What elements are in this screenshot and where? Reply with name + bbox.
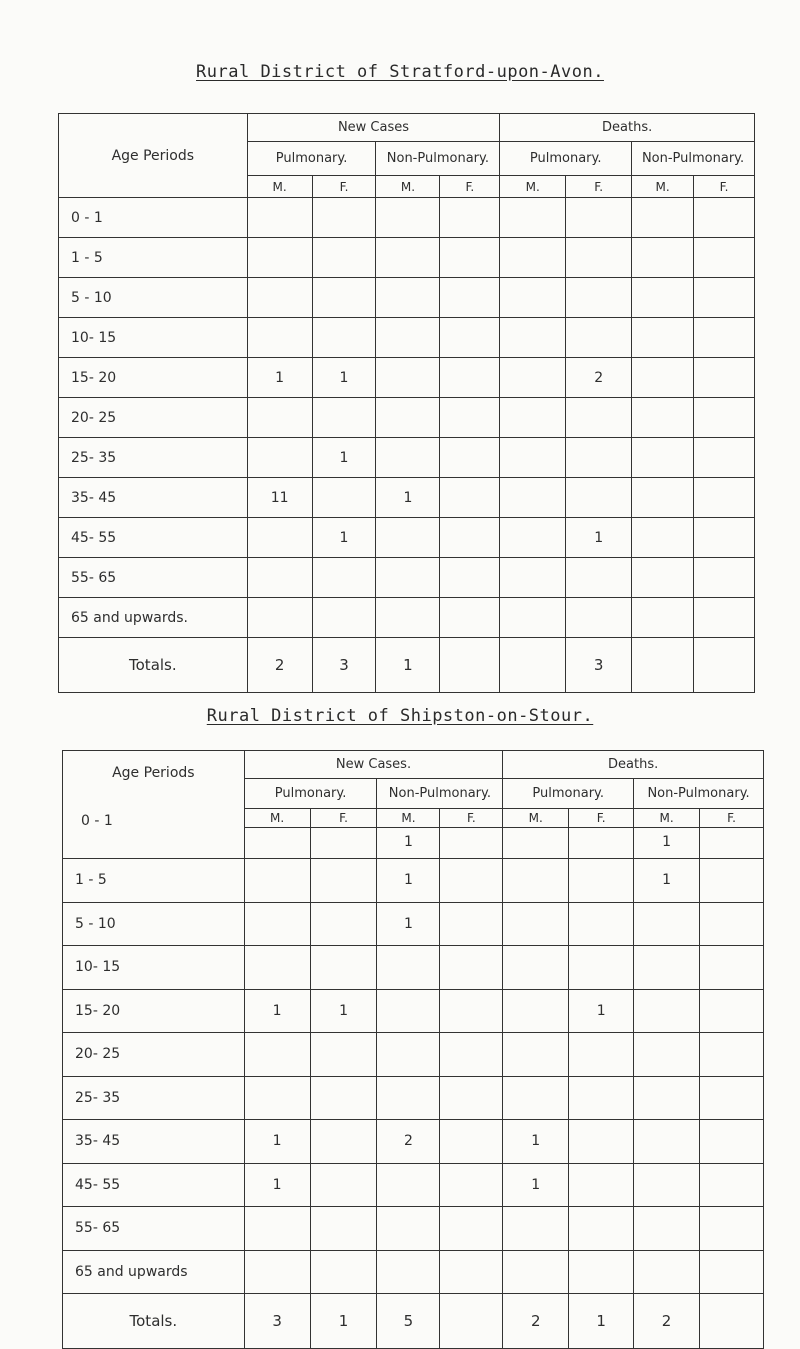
sex-header: M.: [632, 176, 694, 198]
value-cell: [376, 278, 440, 318]
value-cell: 1: [247, 358, 312, 398]
value-cell: [244, 1076, 310, 1120]
value-cell: [440, 438, 500, 478]
value-cell: [440, 278, 500, 318]
table-row: [63, 1250, 764, 1294]
value-cell: [634, 1076, 700, 1120]
age-period-cell: 15- 20: [63, 989, 245, 1033]
value-cell: [377, 1033, 440, 1077]
value-cell: [694, 478, 755, 518]
table-row: [59, 478, 755, 518]
value-cell: 1: [312, 358, 376, 398]
age-periods-header: [63, 751, 245, 859]
total-cell: 2: [503, 1294, 569, 1349]
value-cell: [503, 1250, 569, 1294]
value-cell: [312, 478, 376, 518]
stratford-table: [58, 113, 755, 693]
value-cell: [500, 278, 566, 318]
total-cell: 1: [569, 1294, 634, 1349]
value-cell: 1: [634, 859, 700, 903]
deaths-pulmonary-header: Pulmonary.: [500, 142, 632, 176]
value-cell: [247, 198, 312, 238]
age-period-cell: 35- 45: [59, 478, 248, 518]
value-cell: [440, 1207, 503, 1251]
age-period-cell: 55- 65: [59, 558, 248, 598]
value-cell: [634, 1250, 700, 1294]
total-cell: 3: [244, 1294, 310, 1349]
value-cell: [569, 1207, 634, 1251]
value-cell: [310, 946, 377, 990]
value-cell: [566, 438, 632, 478]
value-cell: [700, 1250, 764, 1294]
sex-header: M.: [377, 811, 439, 828]
value-cell: [376, 518, 440, 558]
value-cell: 2: [566, 358, 632, 398]
value-cell: [440, 1076, 503, 1120]
value-cell: [310, 1163, 377, 1207]
value-cell: [244, 859, 310, 903]
value-cell: [440, 859, 503, 903]
value-cell: [569, 859, 634, 903]
value-cell: [440, 398, 500, 438]
value-cell: 1: [377, 902, 440, 946]
total-cell: 2: [634, 1294, 700, 1349]
value-cell: [310, 1120, 377, 1164]
deaths-pulmonary-header: Pulmonary.: [503, 779, 634, 809]
total-cell: [440, 638, 500, 693]
value-cell: [569, 946, 634, 990]
value-cell: [376, 598, 440, 638]
total-cell: [440, 1294, 503, 1349]
value-cell: [700, 902, 764, 946]
total-cell: [632, 638, 694, 693]
age-period-cell: 65 and upwards.: [59, 598, 248, 638]
value-cell: [569, 1250, 634, 1294]
first-age-label: 0 - 1: [81, 813, 113, 829]
value-cell: [440, 1033, 503, 1077]
table-row: [63, 1120, 764, 1164]
value-cell: [694, 278, 755, 318]
value-cell: [500, 398, 566, 438]
value-cell: 1: [503, 1163, 569, 1207]
value-cell: [440, 598, 500, 638]
value-cell: [500, 238, 566, 278]
total-cell: [700, 1294, 764, 1349]
value-cell: 1: [566, 518, 632, 558]
new-non-pulmonary-header: Non-Pulmonary.: [376, 142, 500, 176]
value-cell: [566, 598, 632, 638]
value-cell: [694, 358, 755, 398]
sex-header: F.: [440, 811, 502, 828]
value-cell: [634, 946, 700, 990]
age-period-cell: 20- 25: [63, 1033, 245, 1077]
value-cell: [440, 518, 500, 558]
new-pulmonary-header: Pulmonary.: [247, 142, 376, 176]
value-cell: [632, 518, 694, 558]
value-cell: [244, 902, 310, 946]
table-row: [59, 558, 755, 598]
value-cell: [376, 438, 440, 478]
value-cell: [247, 558, 312, 598]
value-cell: [500, 518, 566, 558]
deaths-non-pulmonary-header: Non-Pulmonary.: [632, 142, 755, 176]
value-cell: [503, 946, 569, 990]
value-cell: [376, 558, 440, 598]
value-cell: [700, 1163, 764, 1207]
value-cell: [569, 1120, 634, 1164]
table-row: [59, 278, 755, 318]
value-cell: [569, 902, 634, 946]
total-cell: 3: [566, 638, 632, 693]
value-cell: [569, 1163, 634, 1207]
sex-value-cell: [377, 809, 440, 859]
sex-header: M.: [503, 811, 568, 828]
value-cell: [566, 318, 632, 358]
value-cell: 11: [247, 478, 312, 518]
value-cell: [440, 198, 500, 238]
value-cell: [632, 558, 694, 598]
value-cell: [244, 1207, 310, 1251]
value-cell: [503, 1076, 569, 1120]
table-row: [59, 318, 755, 358]
table-row: [63, 902, 764, 946]
age-period-cell: 25- 35: [59, 438, 248, 478]
value-cell: [440, 989, 503, 1033]
totals-label: Totals.: [59, 638, 248, 693]
value-cell: 1: [244, 989, 310, 1033]
value-cell: [694, 598, 755, 638]
value-cell: [694, 518, 755, 558]
value-cell: [634, 902, 700, 946]
value-cell: 1: [377, 859, 440, 903]
value-cell: [700, 989, 764, 1033]
age-period-cell: 35- 45: [63, 1120, 245, 1164]
age-period-cell: 25- 35: [63, 1076, 245, 1120]
value-cell: [700, 946, 764, 990]
value-cell: 1: [503, 1120, 569, 1164]
value-cell: [700, 1033, 764, 1077]
sex-header: M.: [376, 176, 440, 198]
value-cell: [694, 198, 755, 238]
value-cell: [440, 358, 500, 398]
sex-value-cell: [440, 809, 503, 859]
value-cell: [632, 598, 694, 638]
value-cell: [566, 198, 632, 238]
totals-label: Totals.: [63, 1294, 245, 1349]
value-cell: [566, 278, 632, 318]
table-row: [63, 1033, 764, 1077]
table-row: [63, 946, 764, 990]
sex-value-cell: [569, 809, 634, 859]
value-cell: [440, 238, 500, 278]
value-cell: [500, 358, 566, 398]
table-row: [63, 1163, 764, 1207]
table-row: [59, 358, 755, 398]
age-period-cell: 45- 55: [59, 518, 248, 558]
value-cell: 1: [403, 834, 413, 850]
value-cell: [244, 1250, 310, 1294]
value-cell: [500, 318, 566, 358]
value-cell: [700, 1207, 764, 1251]
new-cases-header: New Cases: [247, 114, 500, 142]
value-cell: [310, 1033, 377, 1077]
age-period-cell: 1 - 5: [59, 238, 248, 278]
value-cell: [377, 946, 440, 990]
value-cell: [376, 358, 440, 398]
value-cell: [503, 859, 569, 903]
age-period-cell: 0 - 1: [59, 198, 248, 238]
table-row: [59, 398, 755, 438]
value-cell: [440, 1120, 503, 1164]
sex-header: F.: [440, 176, 500, 198]
value-cell: [310, 1250, 377, 1294]
value-cell: 1: [569, 989, 634, 1033]
sex-value-cell: [244, 809, 310, 859]
value-cell: [500, 598, 566, 638]
value-cell: [566, 478, 632, 518]
value-cell: [440, 558, 500, 598]
sex-value-cell: [634, 809, 700, 859]
value-cell: [312, 198, 376, 238]
value-cell: [569, 1076, 634, 1120]
value-cell: [247, 318, 312, 358]
value-cell: 2: [377, 1120, 440, 1164]
value-cell: 1: [376, 478, 440, 518]
table-row: [63, 1207, 764, 1251]
value-cell: [247, 238, 312, 278]
age-period-cell: 65 and upwards: [63, 1250, 245, 1294]
table-row: [59, 238, 755, 278]
value-cell: [503, 1033, 569, 1077]
value-cell: [634, 1207, 700, 1251]
value-cell: [247, 278, 312, 318]
value-cell: [632, 238, 694, 278]
value-cell: [632, 278, 694, 318]
value-cell: [376, 398, 440, 438]
value-cell: [694, 398, 755, 438]
age-period-cell: 20- 25: [59, 398, 248, 438]
sex-header: F.: [566, 176, 632, 198]
value-cell: [700, 1076, 764, 1120]
new-non-pulmonary-header: Non-Pulmonary.: [377, 779, 503, 809]
table-row: [59, 598, 755, 638]
value-cell: [694, 318, 755, 358]
table-title-shipston: Rural District of Shipston-on-Stour.: [206, 706, 594, 726]
age-period-cell: 1 - 5: [63, 859, 245, 903]
value-cell: [440, 1250, 503, 1294]
value-cell: [632, 198, 694, 238]
value-cell: [312, 558, 376, 598]
total-cell: 1: [310, 1294, 377, 1349]
value-cell: [694, 238, 755, 278]
value-cell: [376, 198, 440, 238]
total-cell: [500, 638, 566, 693]
value-cell: [700, 859, 764, 903]
value-cell: [503, 989, 569, 1033]
value-cell: [247, 438, 312, 478]
value-cell: [569, 1033, 634, 1077]
sex-header: F.: [700, 811, 763, 828]
table-title-stratford: Rural District of Stratford-upon-Avon.: [196, 62, 604, 82]
value-cell: [694, 438, 755, 478]
value-cell: 1: [312, 518, 376, 558]
new-pulmonary-header: Pulmonary.: [244, 779, 377, 809]
total-cell: 3: [312, 638, 376, 693]
value-cell: [310, 902, 377, 946]
sex-value-cell: [503, 809, 569, 859]
age-period-cell: 10- 15: [63, 946, 245, 990]
table-row: [59, 438, 755, 478]
value-cell: [700, 1120, 764, 1164]
value-cell: 1: [244, 1163, 310, 1207]
sex-header: F.: [694, 176, 755, 198]
value-cell: [310, 1207, 377, 1251]
sex-header: F.: [312, 176, 376, 198]
total-cell: 1: [376, 638, 440, 693]
value-cell: [310, 859, 377, 903]
value-cell: [247, 598, 312, 638]
age-period-cell: 10- 15: [59, 318, 248, 358]
totals-row: [63, 1294, 764, 1349]
value-cell: [500, 198, 566, 238]
value-cell: [312, 278, 376, 318]
value-cell: [247, 518, 312, 558]
value-cell: [632, 398, 694, 438]
sex-value-cell: [310, 809, 377, 859]
value-cell: [440, 946, 503, 990]
value-cell: [634, 989, 700, 1033]
value-cell: [440, 478, 500, 518]
new-cases-header: New Cases.: [244, 751, 503, 779]
sex-header: M.: [634, 811, 699, 828]
sex-value-cell: [700, 809, 764, 859]
table-row: [63, 1076, 764, 1120]
value-cell: [376, 318, 440, 358]
deaths-header: Deaths.: [503, 751, 764, 779]
value-cell: [503, 902, 569, 946]
value-cell: [632, 358, 694, 398]
value-cell: 1: [244, 1120, 310, 1164]
total-cell: 5: [377, 1294, 440, 1349]
deaths-header: Deaths.: [500, 114, 755, 142]
value-cell: [376, 238, 440, 278]
value-cell: 1: [312, 438, 376, 478]
totals-row: [59, 638, 755, 693]
sex-header: M.: [247, 176, 312, 198]
age-period-cell: 5 - 10: [59, 278, 248, 318]
age-period-cell: 55- 65: [63, 1207, 245, 1251]
value-cell: [566, 238, 632, 278]
sex-header: F.: [311, 811, 377, 828]
sex-header: M.: [245, 811, 310, 828]
value-cell: [312, 398, 376, 438]
age-period-cell: 15- 20: [59, 358, 248, 398]
value-cell: 1: [662, 834, 672, 850]
table-row: [63, 989, 764, 1033]
value-cell: [694, 558, 755, 598]
value-cell: [566, 398, 632, 438]
value-cell: [500, 558, 566, 598]
table-row: [63, 859, 764, 903]
value-cell: [247, 398, 312, 438]
value-cell: [440, 902, 503, 946]
value-cell: [440, 318, 500, 358]
age-periods-header: Age Periods: [59, 114, 248, 198]
value-cell: [310, 1076, 377, 1120]
value-cell: [634, 1120, 700, 1164]
value-cell: [377, 1207, 440, 1251]
deaths-non-pulmonary-header: Non-Pulmonary.: [634, 779, 764, 809]
value-cell: [377, 1163, 440, 1207]
value-cell: [312, 238, 376, 278]
value-cell: [377, 989, 440, 1033]
value-cell: [244, 946, 310, 990]
value-cell: [632, 478, 694, 518]
value-cell: [377, 1250, 440, 1294]
age-period-cell: 5 - 10: [63, 902, 245, 946]
table-row: [59, 518, 755, 558]
sex-header: M.: [500, 176, 566, 198]
value-cell: [440, 1163, 503, 1207]
age-periods-label: Age Periods: [112, 765, 195, 781]
value-cell: [500, 478, 566, 518]
value-cell: [634, 1163, 700, 1207]
table-row: [59, 198, 755, 238]
value-cell: [634, 1033, 700, 1077]
value-cell: [632, 438, 694, 478]
value-cell: 1: [310, 989, 377, 1033]
value-cell: [503, 1207, 569, 1251]
sex-header: F.: [569, 811, 633, 828]
value-cell: [500, 438, 566, 478]
total-cell: 2: [247, 638, 312, 693]
value-cell: [312, 318, 376, 358]
value-cell: [244, 1033, 310, 1077]
value-cell: [377, 1076, 440, 1120]
age-period-cell: 45- 55: [63, 1163, 245, 1207]
value-cell: [632, 318, 694, 358]
shipston-table: [62, 750, 764, 1349]
value-cell: [312, 598, 376, 638]
value-cell: [566, 558, 632, 598]
total-cell: [694, 638, 755, 693]
